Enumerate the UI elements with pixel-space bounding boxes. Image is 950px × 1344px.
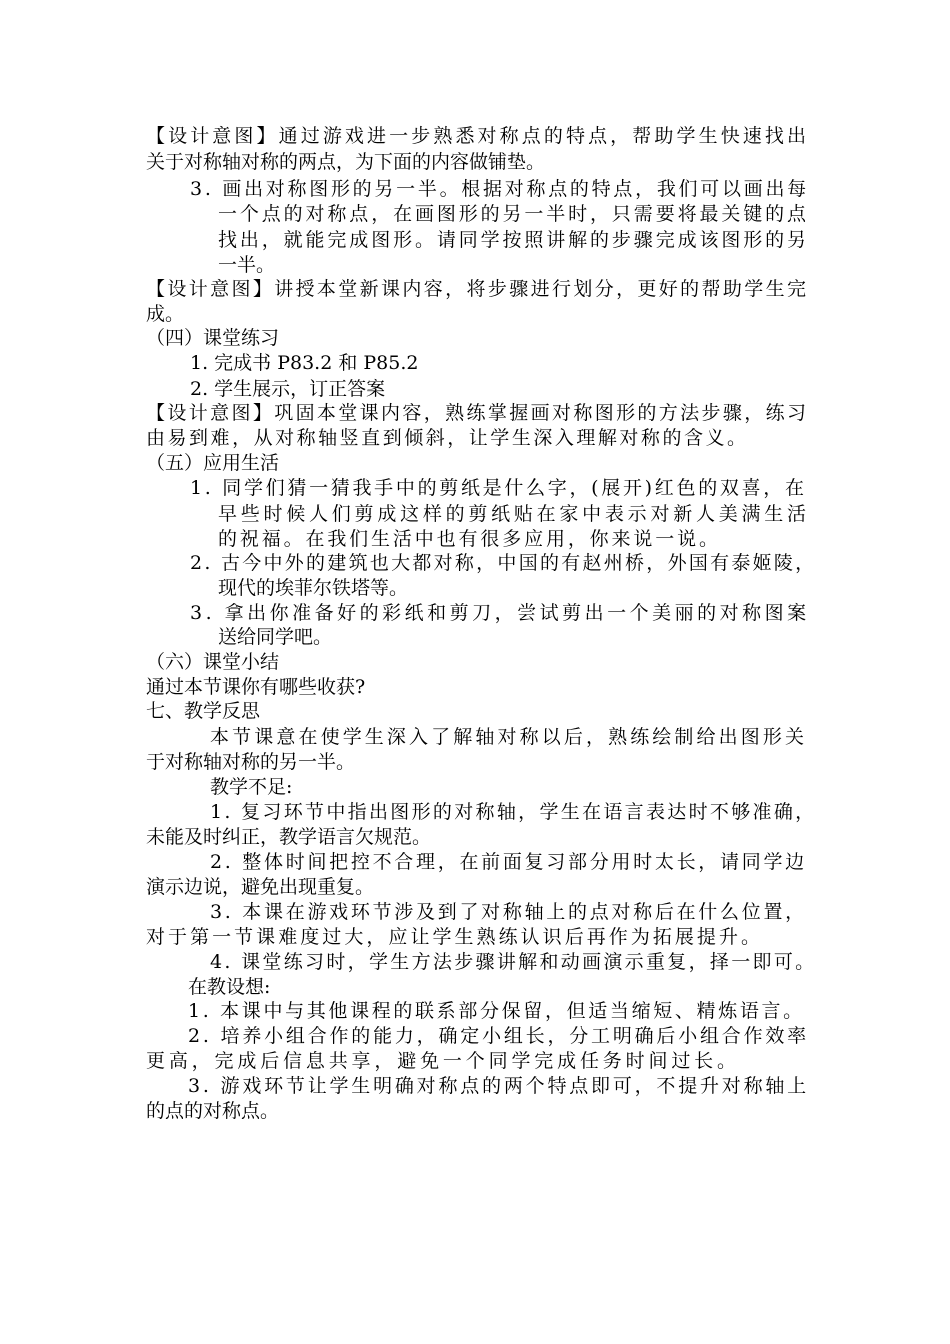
text-line: 在教设想: xyxy=(188,976,271,998)
text-line: 演示边说，避免出现重复。 xyxy=(146,876,375,898)
text-line: 2. 古今中外的建筑也大都对称，中国的有赵州桥，外国有泰姬陵， xyxy=(190,552,817,574)
text-line: 送给同学吧。 xyxy=(218,626,333,648)
text-line: 4. 课堂练习时，学生方法步骤讲解和动画演示重复，择一即可。 xyxy=(210,951,817,973)
text-line: 的祝福。在我们生活中也有很多应用，你来说一说。 xyxy=(218,528,721,550)
text-line: 关于对称轴对称的两点，为下面的内容做铺垫。 xyxy=(146,151,546,173)
text-line: 找出，就能完成图形。请同学按照讲解的步骤完成该图形的另 xyxy=(218,229,809,251)
text-line: 成。 xyxy=(146,303,185,325)
text-line: 本节课意在使学生深入了解轴对称以后，熟练绘制给出图形关 xyxy=(210,726,808,748)
text-line: 2. 培养小组合作的能力，确定小组长，分工明确后小组合作效率 xyxy=(188,1025,809,1047)
text-line: 的点的对称点。 xyxy=(146,1100,280,1122)
text-line: 2. 整体时间把控不合理，在前面复习部分用时太长，请同学边 xyxy=(210,851,807,873)
text-line: 早些时候人们剪成这样的剪纸贴在家中表示对新人美满生活 xyxy=(218,503,810,525)
text-line: 现代的埃菲尔铁塔等。 xyxy=(218,577,409,599)
text-line: 一个点的对称点，在画图形的另一半时，只需要将最关键的点 xyxy=(218,203,809,225)
text-line: 3. 本课在游戏环节涉及到了对称轴上的点对称后在什么位置， xyxy=(210,901,807,923)
text-line: 1. 同学们猜一猜我手中的剪纸是什么字，(展开)红色的双喜，在 xyxy=(190,477,807,499)
text-line: 对于第一节课难度过大，应让学生熟练认识后再作为拓展提升。 xyxy=(146,926,764,948)
text-line: 一半。 xyxy=(218,254,276,276)
text-line: 通过本节课你有哪些收获? xyxy=(146,676,366,698)
text-line: 3. 拿出你准备好的彩纸和剪刀，尝试剪出一个美丽的对称图案 xyxy=(190,602,810,624)
text-line: 于对称轴对称的另一半。 xyxy=(146,751,356,773)
text-line: （四）课堂练习 xyxy=(146,327,280,349)
text-line: 【设计意图】通过游戏进一步熟悉对称点的特点，帮助学生快速找出 xyxy=(146,125,810,147)
text-line: 由易到难，从对称轴竖直到倾斜，让学生深入理解对称的含义。 xyxy=(146,427,749,449)
text-line: 【设计意图】讲授本堂新课内容，将步骤进行划分，更好的帮助学生完 xyxy=(146,278,809,300)
text-line: 1. 复习环节中指出图形的对称轴，学生在语言表达时不够准确， xyxy=(210,801,817,823)
text-line: 2. 学生展示，订正答案 xyxy=(190,378,386,400)
text-line: 3. 画出对称图形的另一半。根据对称点的特点，我们可以画出每 xyxy=(190,178,809,200)
text-line: 教学不足: xyxy=(210,776,293,798)
text-line: 【设计意图】巩固本堂课内容，熟练掌握画对称图形的方法步骤，练习 xyxy=(146,402,809,424)
text-line: （六）课堂小结 xyxy=(146,651,280,673)
text-line: 更高，完成后信息共享，避免一个同学完成任务时间过长。 xyxy=(146,1050,740,1072)
text-line: 1. 完成书 P83.2 和 P85.2 xyxy=(190,352,419,374)
text-line: 1. 本课中与其他课程的联系部分保留，但适当缩短、精炼语言。 xyxy=(188,1000,805,1022)
text-line: 未能及时纠正，教学语言欠规范。 xyxy=(146,826,432,848)
text-line: （五）应用生活 xyxy=(146,452,280,474)
text-line: 七、教学反思 xyxy=(146,700,261,722)
text-line: 3. 游戏环节让学生明确对称点的两个特点即可，不提升对称轴上 xyxy=(188,1075,809,1097)
